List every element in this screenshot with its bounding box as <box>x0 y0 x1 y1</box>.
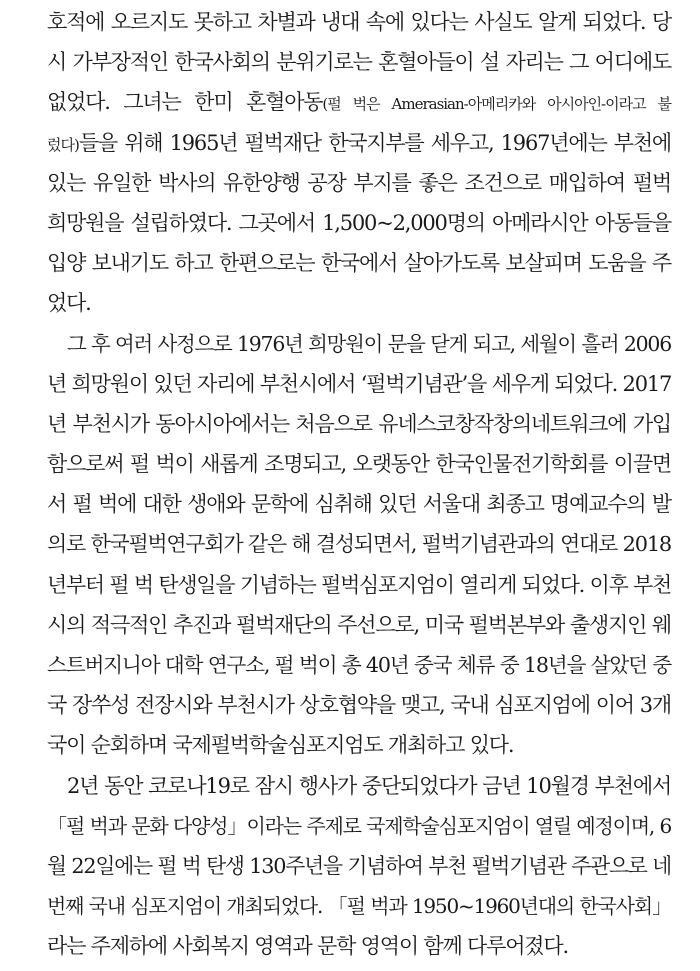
text-line: 희망원을 설립하였다. 그곳에서 1,500~2,000명의 아메라시안 아동들을 <box>47 210 671 235</box>
inline-note: (펄 벅은 Amerasian-아메리카와 아시아인-이라고 불 <box>322 95 671 114</box>
text-line: 년부터 펄 벅 탄생일을 기념하는 펄벅심포지엄이 열리게 되었다. 이후 부천 <box>47 572 671 597</box>
text-line: 서 펄 벅에 대한 생애와 문학에 심취해 있던 서울대 최종고 명예교수의 발 <box>47 492 671 517</box>
text-line: 었다. <box>47 291 91 316</box>
text-line: 시 가부장적인 한국사회의 분위기로는 혼혈아들이 설 자리는 그 어디에도 <box>47 50 671 75</box>
document-body <box>47 2 671 967</box>
text-line: 번째 국내 심포지엄이 개최되었다. 「펄 벅과 1950~1960년대의 한국사회」 <box>47 894 671 919</box>
paragraph-3 <box>47 766 671 967</box>
text-segment: 들을 위해 1965년 펄벅재단 한국지부를 세우고, 1967년에는 부천에 <box>78 130 671 155</box>
text-line: 그 후 여러 사정으로 1976년 희망원이 문을 닫게 되고, 세월이 흘러 2006 <box>67 331 671 356</box>
text-line: 의로 한국펄벅연구회가 같은 해 결성되면서, 펄벅기념관과의 연대로 2018 <box>47 532 671 557</box>
text-line: 월 22일에는 펄 벅 탄생 130주년을 기념하여 부천 펄벅기념관 주관으로 네 <box>47 853 671 878</box>
text-line: 2년 동안 코로나19로 잠시 행사가 중단되었다가 금년 10월경 부천에서 <box>67 773 671 798</box>
text-line: 시의 적극적인 추진과 펄벅재단의 주선으로, 미국 펄벅본부와 출생지인 웨 <box>47 612 671 637</box>
text-line: 입양 보내기도 하고 한편으로는 한국에서 살아가도록 보살피며 도움을 주 <box>47 251 671 276</box>
text-line: 국 장쑤성 전장시와 부천시가 상호협약을 맺고, 국내 심포지엄에 이어 3개 <box>47 693 671 718</box>
inline-note: 렀다) <box>47 135 79 154</box>
text-line: 스트버지니아 대학 연구소, 펄 벅이 총 40년 중국 체류 중 18년을 살았던 중 <box>47 653 671 677</box>
text-line: 함으로써 펄 벅이 새롭게 조명되고, 오랫동안 한국인물전기학회를 이끌면 <box>47 452 671 477</box>
text-line: 호적에 오르지도 못하고 차별과 냉대 속에 있다는 사실도 알게 되었다. 당 <box>47 10 671 34</box>
text-line: 있는 유일한 박사의 유한양행 공장 부지를 좋은 조건으로 매입하여 펄벅 <box>47 170 671 195</box>
text-line: 라는 주제하에 사회복지 영역과 문학 영역이 함께 다루어졌다. <box>47 934 568 959</box>
paragraph-1 <box>47 2 671 324</box>
text-line: 년 희망원이 있던 자리에 부천시에서 ‘펄벅기념관’을 세우게 되었다. 2017 <box>47 371 672 396</box>
text-segment: 없었다. 그녀는 한미 혼혈아동 <box>47 90 323 115</box>
text-line <box>47 82 671 122</box>
text-line: 국이 순회하며 국제펄벅학술심포지엄도 개최하고 있다. <box>47 733 514 758</box>
paragraph-2 <box>47 324 671 766</box>
text-line: 「펄 벅과 문화 다양성」이라는 주제로 국제학술심포지엄이 열릴 예정이며, 6 <box>47 813 671 838</box>
text-line: 년 부천시가 동아시아에서는 처음으로 유네스코창작창의네트워크에 가입 <box>47 411 671 436</box>
text-line <box>47 123 671 163</box>
